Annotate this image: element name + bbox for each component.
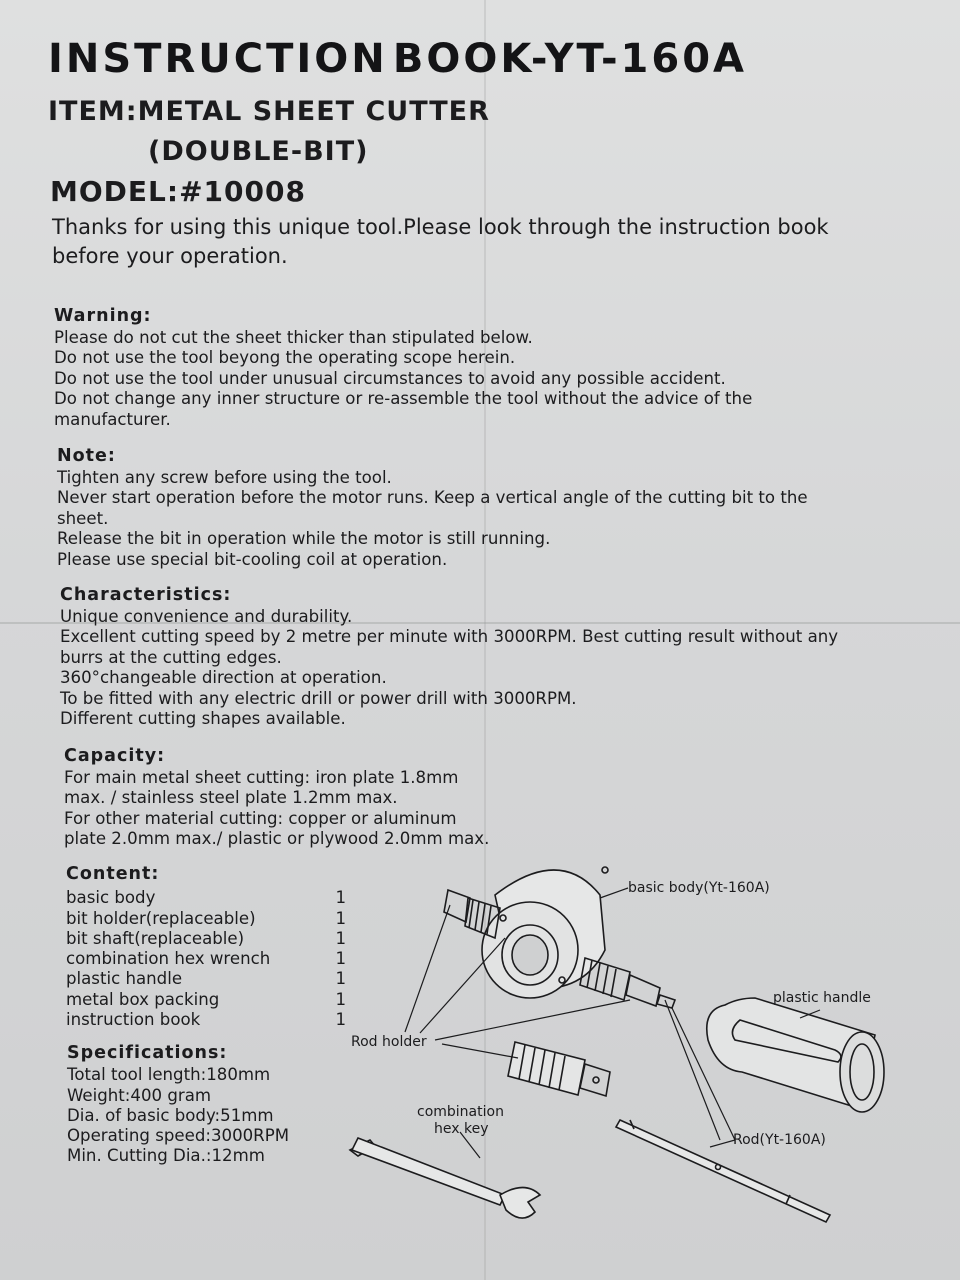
warning-line: Do not use the tool under unusual circumstances to avoid any possible accident. [54,368,726,388]
item-sub: (DOUBLE-BIT) [148,136,369,167]
parts-diagram [330,850,920,1230]
label-rod: Rod(Yt-160A) [733,1132,826,1148]
capacity-line: For main metal sheet cutting: iron plate 1.8mm [64,767,459,787]
capacity-line: max. / stainless steel plate 1.2mm max. [64,788,398,807]
warning-heading: Warning: [54,306,152,326]
spec-line: Dia. of basic body:51mm [67,1105,274,1125]
rod-holder-drawing [508,1042,610,1096]
title-right: BOOK-YT-160A [392,36,748,82]
characteristics-line: To be fitted with any electric drill or power drill with 3000RPM. [60,688,577,708]
content-item: bit shaft(replaceable) 1 [66,928,346,948]
content-section [66,864,346,1030]
capacity-line: For other material cutting: copper or aluminum [64,808,457,828]
content-item: combination hex wrench 1 [66,949,346,969]
model-number: MODEL:#10008 [50,175,306,208]
plastic-handle-drawing [707,998,884,1112]
hex-key-drawing [350,1138,540,1218]
content-heading: Content: [66,864,160,884]
spec-line: Min. Cutting Dia.:12mm [67,1146,265,1166]
content-item: plastic handle 1 [66,969,346,989]
note-section [57,446,877,570]
note-line: Tighten any screw before using the tool. [57,467,392,487]
label-hex-key-2: hex key [434,1121,489,1137]
note-line: Release the bit in operation while the motor is still running. [57,529,551,548]
content-item: metal box packing 1 [66,989,346,1009]
title-left: INSTRUCTION [48,36,388,82]
spec-line: Operating speed:3000RPM [67,1126,290,1146]
intro-text: Thanks for using this unique tool.Please look through the instruction book before your operation. [52,215,829,268]
characteristics-line: 360°changeable direction at operation. [60,668,387,687]
title-row [48,36,908,82]
content-item: bit holder(replaceable) 1 [66,908,346,928]
warning-line: Do not change any inner structure or re-assemble the tool without the advice of the manufacturer. [54,389,753,429]
characteristics-line: Excellent cutting speed by 2 metre per minute with 3000RPM. Best cutting result without any burrs at the cutting edges. [60,627,839,667]
warning-section [54,306,874,430]
spec-line: Weight:400 gram [67,1085,212,1105]
label-basic-body: basic body(Yt-160A) [628,880,770,896]
spec-line: Total tool length:180mm [67,1065,271,1085]
capacity-line: plate 2.0mm max./ plastic or plywood 2.0mm max. [64,829,490,848]
content-item: basic body 1 [66,888,346,908]
warning-line: Please do not cut the sheet thicker than stipulated below. [54,327,533,347]
characteristics-line: Unique convenience and durability. [60,606,353,626]
capacity-section [64,746,524,850]
characteristics-heading: Characteristics: [60,585,232,605]
label-rod-holder: Rod holder [351,1034,427,1050]
label-plastic-handle: plastic handle [773,990,871,1006]
content-item: instruction book 1 [66,1010,346,1030]
characteristics-section [60,585,880,730]
characteristics-line: Different cutting shapes available. [60,709,346,728]
note-heading: Note: [57,446,116,466]
warning-line: Do not use the tool beyong the operating scope herein. [54,348,516,367]
note-line: Please use special bit-cooling coil at operation. [57,549,448,569]
specifications-section [67,1043,367,1167]
item-line: ITEM:METAL SHEET CUTTER [48,96,490,127]
specifications-heading: Specifications: [67,1043,228,1063]
capacity-heading: Capacity: [64,746,166,766]
label-hex-key-1: combination [417,1104,504,1120]
note-line: Never start operation before the motor runs. Keep a vertical angle of the cutting bit to the sheet. [57,488,808,528]
